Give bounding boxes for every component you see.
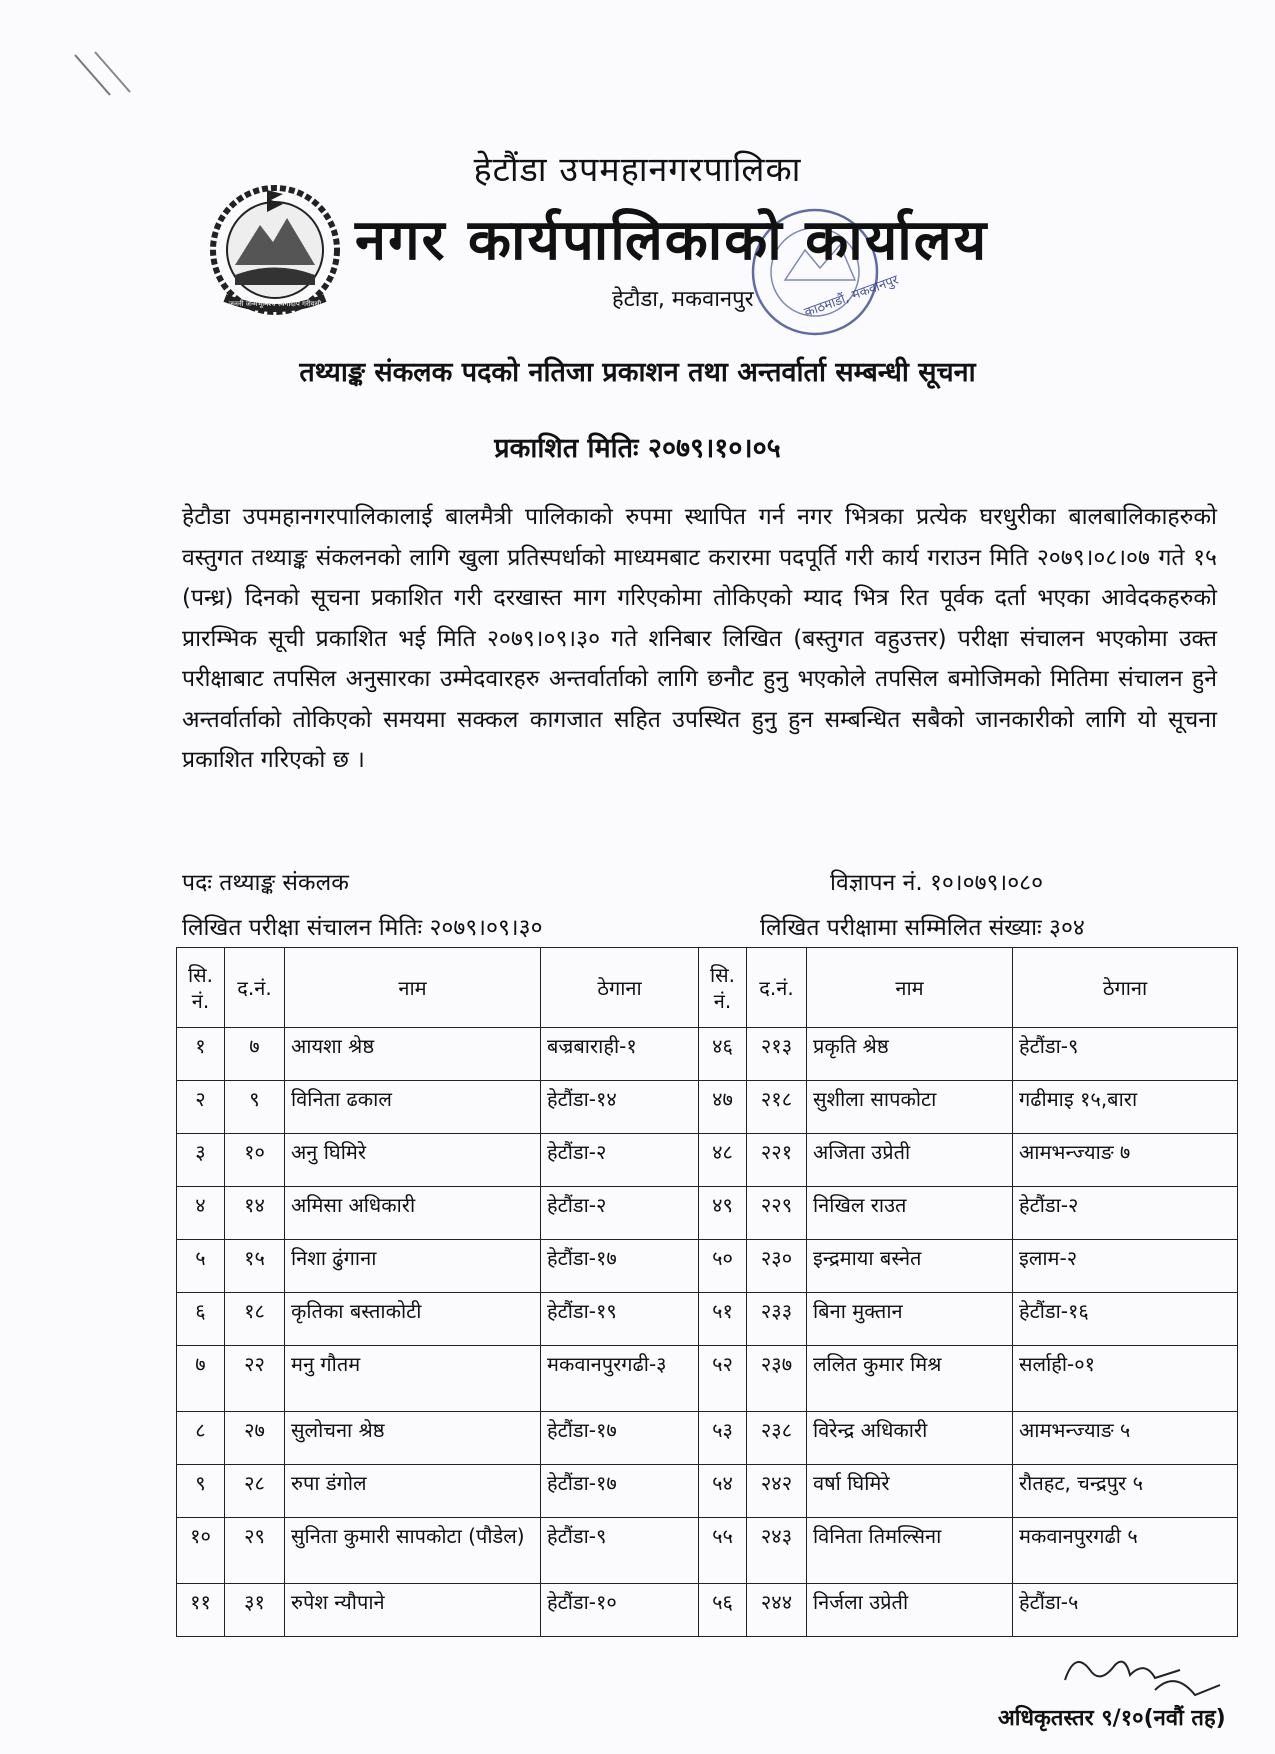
cell-roll-number: ९ [225, 1081, 285, 1134]
cell-roll-number: २१३ [747, 1028, 807, 1081]
cell-name: ललित कुमार मिश्र [807, 1346, 1013, 1412]
cell-name: मनु गौतम [285, 1346, 541, 1412]
header-name: नाम [807, 948, 1013, 1028]
cell-name: रुपा डंगोल [285, 1465, 541, 1518]
cell-address: मकवानपुरगढी-३ [541, 1346, 699, 1412]
header-roll-number: द.नं. [225, 948, 285, 1028]
table-row [177, 1412, 1238, 1465]
cell-serial: १० [177, 1518, 225, 1584]
cell-serial: १ [177, 1028, 225, 1081]
cell-name: विनिता तिमल्सिना [807, 1518, 1013, 1584]
cell-name: सुशीला सापकोटा [807, 1081, 1013, 1134]
table-body [177, 1028, 1238, 1637]
cell-roll-number: ३१ [225, 1584, 285, 1637]
cell-address: इलाम-२ [1013, 1240, 1238, 1293]
table-row [177, 1293, 1238, 1346]
cell-roll-number: २४२ [747, 1465, 807, 1518]
cell-roll-number: २३८ [747, 1412, 807, 1465]
cell-serial: ५६ [699, 1584, 747, 1637]
table-row [177, 1081, 1238, 1134]
cell-name: विनिता ढकाल [285, 1081, 541, 1134]
cell-address: हेटौंडा-१७ [541, 1240, 699, 1293]
header-roll-number: द.नं. [747, 948, 807, 1028]
cell-serial: ३ [177, 1134, 225, 1187]
cell-address: हेटौंडा-१७ [541, 1465, 699, 1518]
emblem-motto: जननी जन्मभूमिश्च स्वर्गादपि गरीयसी [228, 300, 322, 308]
cell-name: रुपेश न्यौपाने [285, 1584, 541, 1637]
signatory-designation: अधिकृतस्तर ९/१०(नवौं तह) [998, 1706, 1226, 1731]
cell-serial: ११ [177, 1584, 225, 1637]
cell-address: हेटौंडा-२ [1013, 1187, 1238, 1240]
header-serial: सि. नं. [177, 948, 225, 1028]
cell-name: आयशा श्रेष्ठ [285, 1028, 541, 1081]
exam-participant-count: लिखित परीक्षामा सम्मिलित संख्याः ३०४ [760, 915, 1085, 941]
notice-body-paragraph: हेटौडा उपमहानगरपालिकालाई बालमैत्री पालिकाको रुपमा स्थापित गर्न नगर भित्रका प्रत्येक घरधुरीका बालबालिकाहरुको वस्तुगत तथ्याङ्क संकलनको लागि खुला प्रतिस्पर्धाको माध्यमबाट करारमा पदपूर्ति गरी कार्य गराउन मिति २०७९।०८।०७ गते १५ (पन्ध्र) दिनको सूचना प्रकाशित गरी दरखास्त माग गरिएकोमा तोकिएको म्याद भित्र रित पूर्वक दर्ता भएका आवेदकहरुको प्रारम्भिक सूची प्रकाशित भई मिति २०७९।०९।३० गते शनिबार लिखित (बस्तुगत वहुउत्तर) परीक्षा संचालन भएकोमा उक्त परीक्षाबाट तपसिल अनुसारका उम्मेदवारहरु अन्तर्वार्ताको लागि छनौट हुनु भएकोले तपसिल बमोजिमको मितिमा संचालन हुने अन्तर्वार्ताको तोकिएको समयमा सक्कल कागजात सहित उपस्थित हुनु हुन सम्बन्धित सबैको जानकारीको लागि यो सूचना प्रकाशित गरिएको छ । [182, 504, 1217, 773]
cell-roll-number: १४ [225, 1187, 285, 1240]
office-address: हेटौडा, मकवानपुर [612, 287, 754, 312]
cell-roll-number: २२ [225, 1346, 285, 1412]
cell-serial: ५२ [699, 1346, 747, 1412]
cell-serial: ९ [177, 1465, 225, 1518]
cell-name: सुलोचना श्रेष्ठ [285, 1412, 541, 1465]
header-name: नाम [285, 948, 541, 1028]
cell-address: हेटौंडा-१७ [541, 1412, 699, 1465]
municipality-name: हेटौंडा उपमहानगरपालिका [473, 150, 802, 190]
cell-serial: २ [177, 1081, 225, 1134]
cell-name: अमिसा अधिकारी [285, 1187, 541, 1240]
cell-serial: ५४ [699, 1465, 747, 1518]
cell-name: वर्षा घिमिरे [807, 1465, 1013, 1518]
cell-address: आमभन्ज्याङ ५ [1013, 1412, 1238, 1465]
table-row [177, 1584, 1238, 1637]
cell-address: रौतहट, चन्द्रपुर ५ [1013, 1465, 1238, 1518]
cell-roll-number: २२९ [747, 1187, 807, 1240]
cell-address: हेटौंडा-९ [541, 1518, 699, 1584]
cell-serial: ५ [177, 1240, 225, 1293]
cell-name: इन्द्रमाया बस्नेत [807, 1240, 1013, 1293]
cell-serial: ४७ [699, 1081, 747, 1134]
cell-roll-number: २९ [225, 1518, 285, 1584]
cell-address: आमभन्ज्याङ ७ [1013, 1134, 1238, 1187]
shortlisted-candidates-table [176, 947, 1238, 1637]
cell-serial: ७ [177, 1346, 225, 1412]
header-address: ठेगाना [541, 948, 699, 1028]
table-row [177, 1518, 1238, 1584]
table-header-row [177, 948, 1238, 1028]
pen-mark-icon [70, 50, 150, 130]
cell-roll-number: २३० [747, 1240, 807, 1293]
cell-address: गढीमाइ १५,बारा [1013, 1081, 1238, 1134]
cell-name: बिना मुक्तान [807, 1293, 1013, 1346]
cell-name: अजिता उप्रेती [807, 1134, 1013, 1187]
cell-roll-number: ७ [225, 1028, 285, 1081]
cell-name: निर्जला उप्रेती [807, 1584, 1013, 1637]
cell-roll-number: १५ [225, 1240, 285, 1293]
published-date: प्रकाशित मितिः २०७९।१०।०५ [494, 433, 781, 464]
table-row [177, 1028, 1238, 1081]
cell-roll-number: २२१ [747, 1134, 807, 1187]
cell-address: मकवानपुरगढी ५ [1013, 1518, 1238, 1584]
cell-name: प्रकृति श्रेष्ठ [807, 1028, 1013, 1081]
svg-text:काठमाडौं, मकवानपुर: काठमाडौं, मकवानपुर [802, 272, 901, 321]
cell-address: हेटौंडा-१६ [1013, 1293, 1238, 1346]
cell-address: हेटौंडा-२ [541, 1187, 699, 1240]
cell-name: विरेन्द्र अधिकारी [807, 1412, 1013, 1465]
cell-serial: ५५ [699, 1518, 747, 1584]
exam-date: लिखित परीक्षा संचालन मितिः २०७९।०९।३० [182, 915, 543, 941]
cell-roll-number: १० [225, 1134, 285, 1187]
cell-roll-number: २३३ [747, 1293, 807, 1346]
table-row [177, 1134, 1238, 1187]
cell-roll-number: २४३ [747, 1518, 807, 1584]
cell-name: निखिल राउत [807, 1187, 1013, 1240]
cell-name: सुनिता कुमारी सापकोटा (पौडेल) [285, 1518, 541, 1584]
table-row [177, 1187, 1238, 1240]
table-row [177, 1240, 1238, 1293]
cell-address: सर्लाही-०१ [1013, 1346, 1238, 1412]
cell-serial: ५१ [699, 1293, 747, 1346]
nepal-government-emblem-icon [205, 180, 345, 320]
cell-roll-number: २७ [225, 1412, 285, 1465]
cell-address: हेटौंडा-१४ [541, 1081, 699, 1134]
table-row [177, 1465, 1238, 1518]
office-name: नगर कार्यपालिकाको कार्यालय [355, 208, 989, 273]
cell-address: बज्रबाराही-१ [541, 1028, 699, 1081]
cell-roll-number: २४४ [747, 1584, 807, 1637]
cell-address: हेटौंडा-५ [1013, 1584, 1238, 1637]
header-address: ठेगाना [1013, 948, 1238, 1028]
cell-roll-number: १८ [225, 1293, 285, 1346]
notice-subject: तथ्याङ्क संकलक पदको नतिजा प्रकाशन तथा अन्तर्वार्ता सम्बन्धी सूचना [299, 357, 976, 388]
cell-serial: ४६ [699, 1028, 747, 1081]
cell-name: निशा ढुंगाना [285, 1240, 541, 1293]
cell-serial: ५३ [699, 1412, 747, 1465]
cell-serial: ८ [177, 1412, 225, 1465]
cell-serial: ५० [699, 1240, 747, 1293]
cell-roll-number: २१८ [747, 1081, 807, 1134]
header-serial: सि. नं. [699, 948, 747, 1028]
cell-address: हेटौंडा-१० [541, 1584, 699, 1637]
advertisement-number: विज्ञापन नं. १०।०७९।०८० [830, 870, 1044, 896]
cell-roll-number: २८ [225, 1465, 285, 1518]
cell-name: अनु घिमिरे [285, 1134, 541, 1187]
cell-serial: ४८ [699, 1134, 747, 1187]
cell-roll-number: २३७ [747, 1346, 807, 1412]
cell-address: हेटौंडा-९ [1013, 1028, 1238, 1081]
cell-serial: ६ [177, 1293, 225, 1346]
table-row [177, 1346, 1238, 1412]
cell-name: कृतिका बस्ताकोटी [285, 1293, 541, 1346]
cell-serial: ४९ [699, 1187, 747, 1240]
cell-serial: ४ [177, 1187, 225, 1240]
cell-address: हेटौंडा-१९ [541, 1293, 699, 1346]
post-label: पदः तथ्याङ्क संकलक [182, 870, 349, 896]
cell-address: हेटौंडा-२ [541, 1134, 699, 1187]
